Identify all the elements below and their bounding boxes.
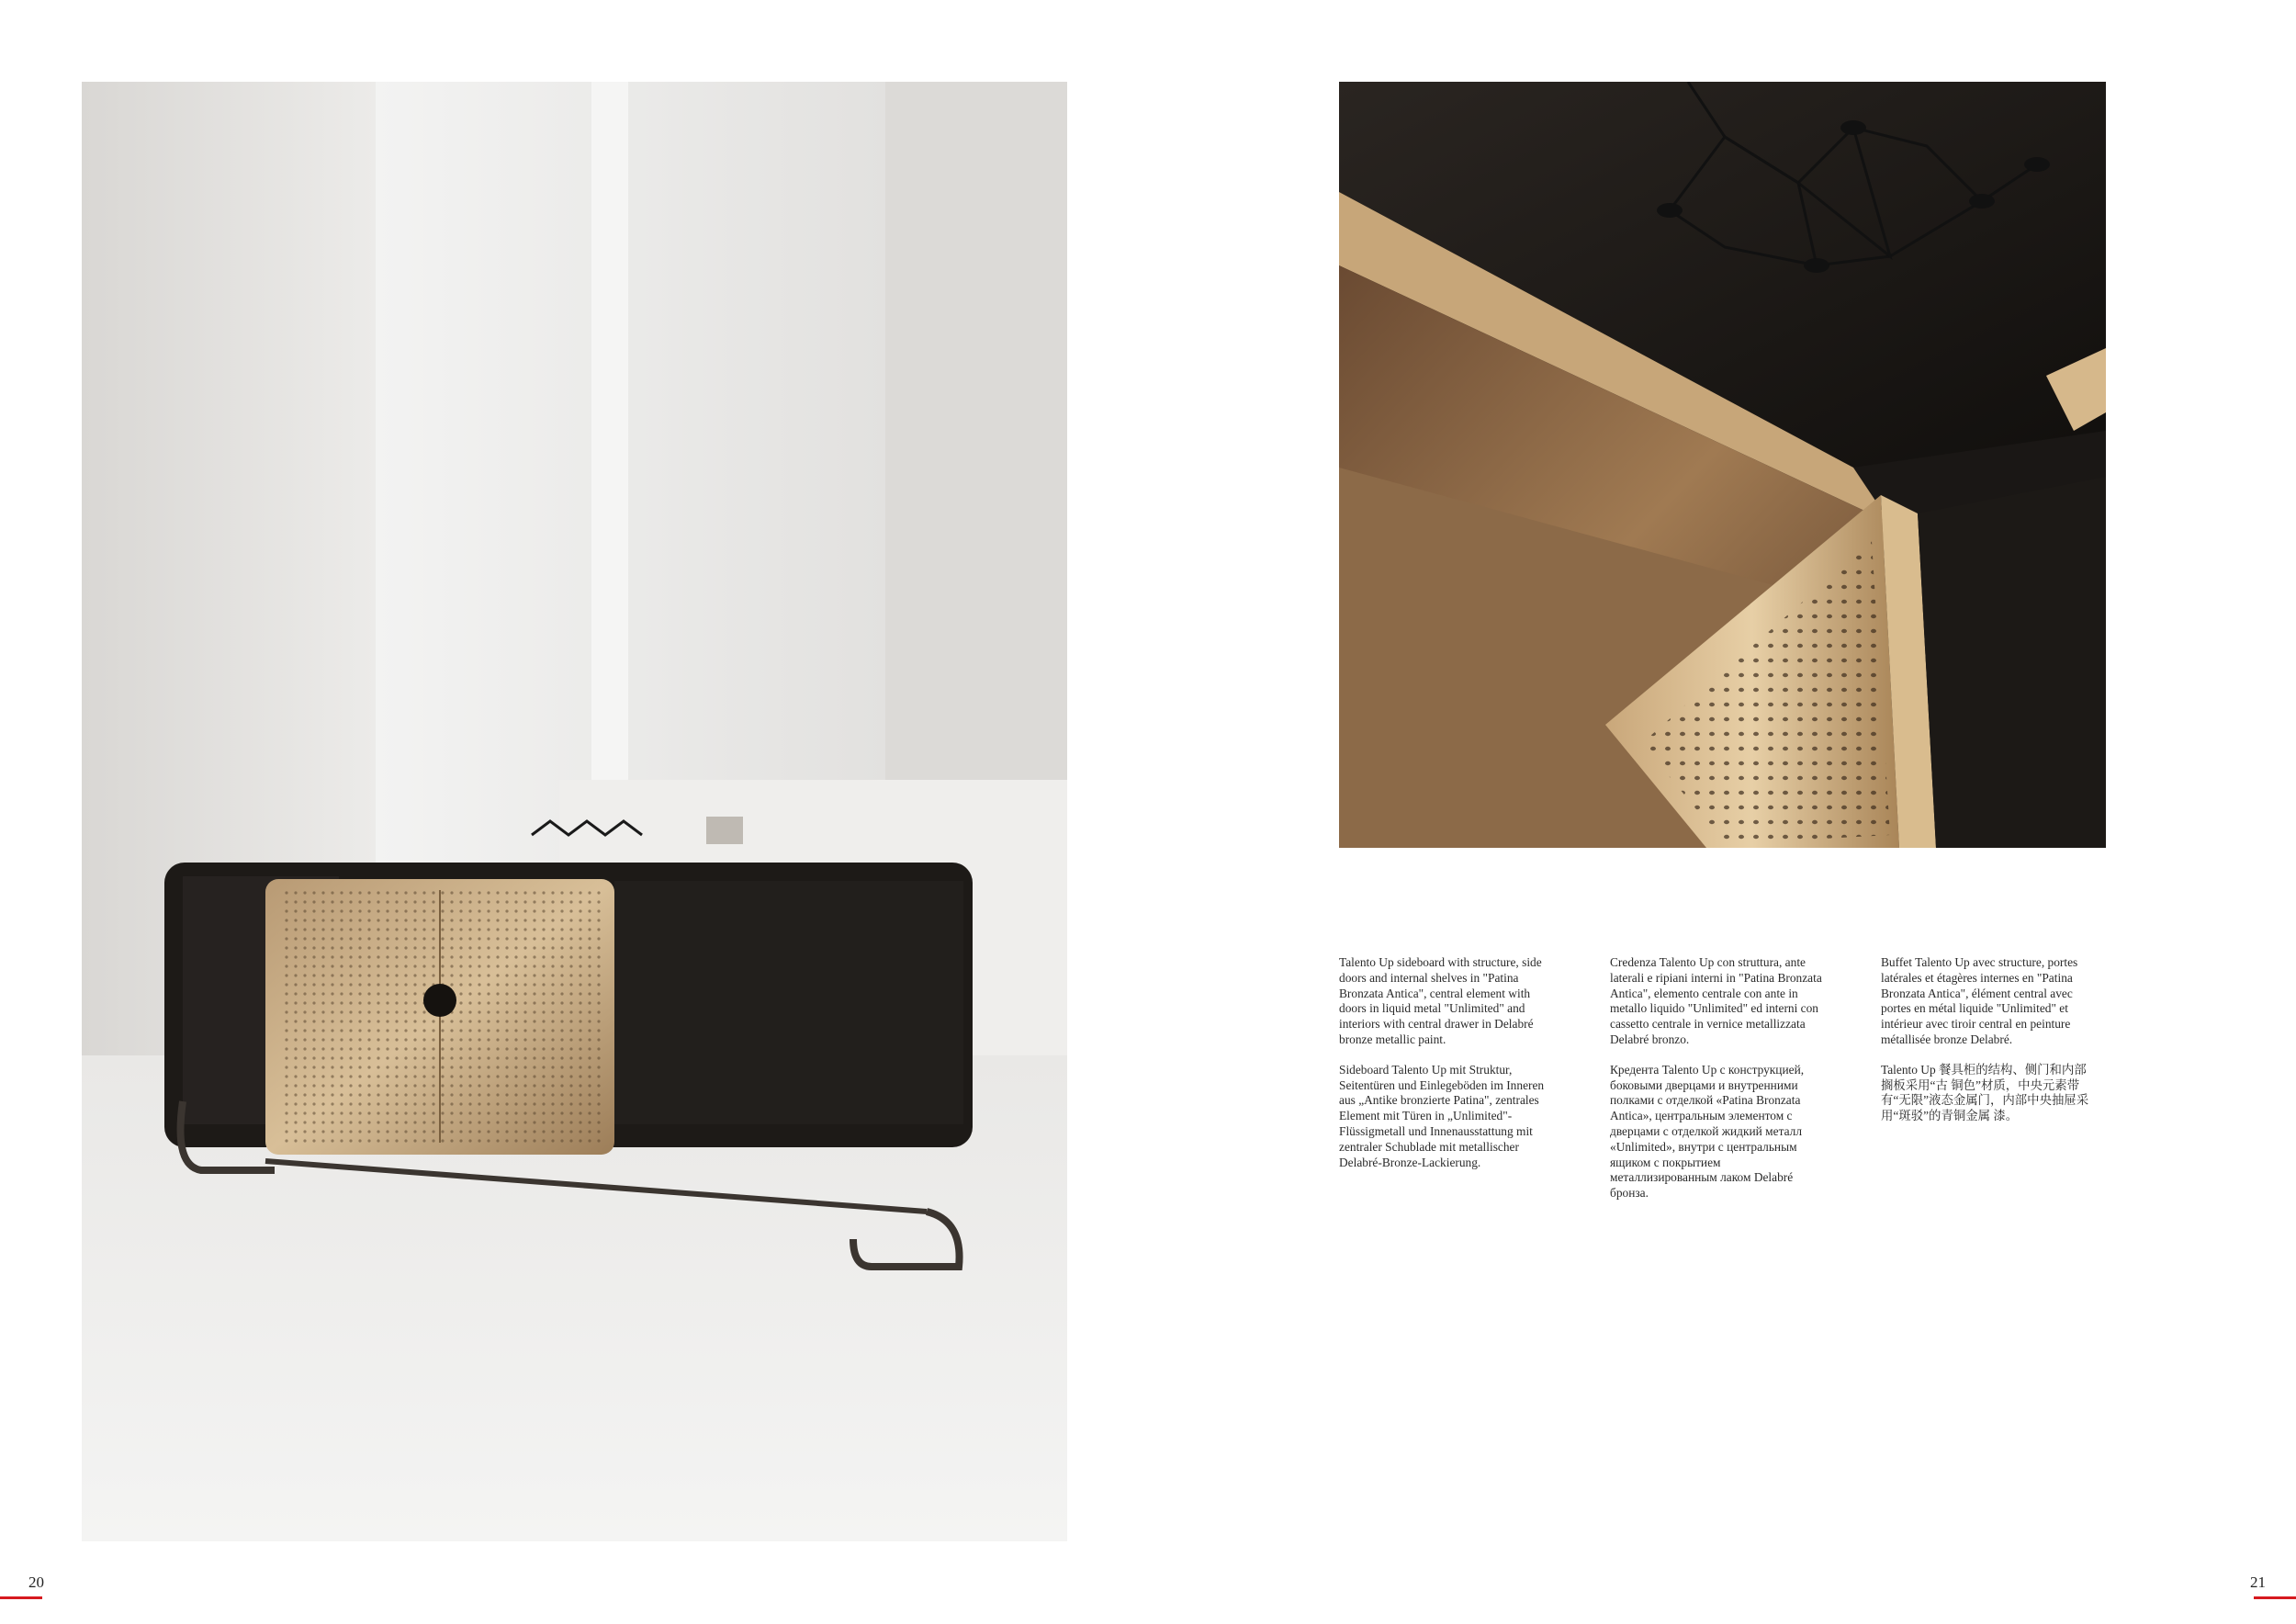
drawer-closeup-illustration [1339,82,2106,848]
caption-column-english-german [1339,955,1555,1185]
page-rule-right [2254,1596,2296,1599]
page-rule-left [0,1596,42,1599]
page-number-left: 20 [28,1573,44,1591]
drawer-closeup-photo [1339,82,2106,848]
caption-russian: Кредента Talento Up с конструкцией, боковыми дверцами и внутренними полками с отделкой «Patina Bronzata Antica», центральным элементом с дверцами с отделкой жидкий металл «Unlimited», внутри с центральным ящиком с покрытием металлизированным лаком Delabré бронза. [1610,1062,1805,1201]
caption-german: Sideboard Talento Up mit Struktur, Seitentüren und Einlegeböden im Inneren aus „Antike bronzierte Patina", zentrales Element mit Türen in „Unlimited"-Flüssigmetall und Innenausstattung mit zentraler Schublade mit metallischer Delabré-Bronze-Lackierung. [1339,1062,1545,1169]
caption-column-italian-russian [1610,955,1826,1216]
caption-column-french-chinese [1881,955,2097,1139]
caption-english: Talento Up sideboard with structure, side doors and internal shelves in "Patina Bronzata Antica", central element with doors in liquid metal "Unlimited" and interiors with central drawer in Delabré bronze metallic paint. [1339,955,1542,1046]
sideboard-room-photo [82,82,1067,1541]
caption-french: Buffet Talento Up avec structure, portes latérales et étagères internes en "Patina Bronzata Antica", élément central avec portes en métal liquide "Unlimited" et intérieur avec tiroir central en peinture métallisée bronze Delabré. [1881,955,2078,1046]
sideboard-room-illustration [82,82,1067,1541]
caption-italian: Credenza Talento Up con struttura, ante laterali e ripiani interni in "Patina Bronzata Antica", elemento centrale con ante in metallo liquido "Unlimited" ed interni con cassetto centrale in vernice metallizzata Delabré bronzo. [1610,955,1822,1046]
caption-chinese: Talento Up 餐具柜的结构、侧门和内部搁板采用“古 铜色”材质，中央元素带有“无限”液态金属门，内部中央抽屉采用“斑驳”的青铜金属 漆。 [1881,1062,2089,1123]
page-number-right: 21 [2250,1573,2266,1591]
